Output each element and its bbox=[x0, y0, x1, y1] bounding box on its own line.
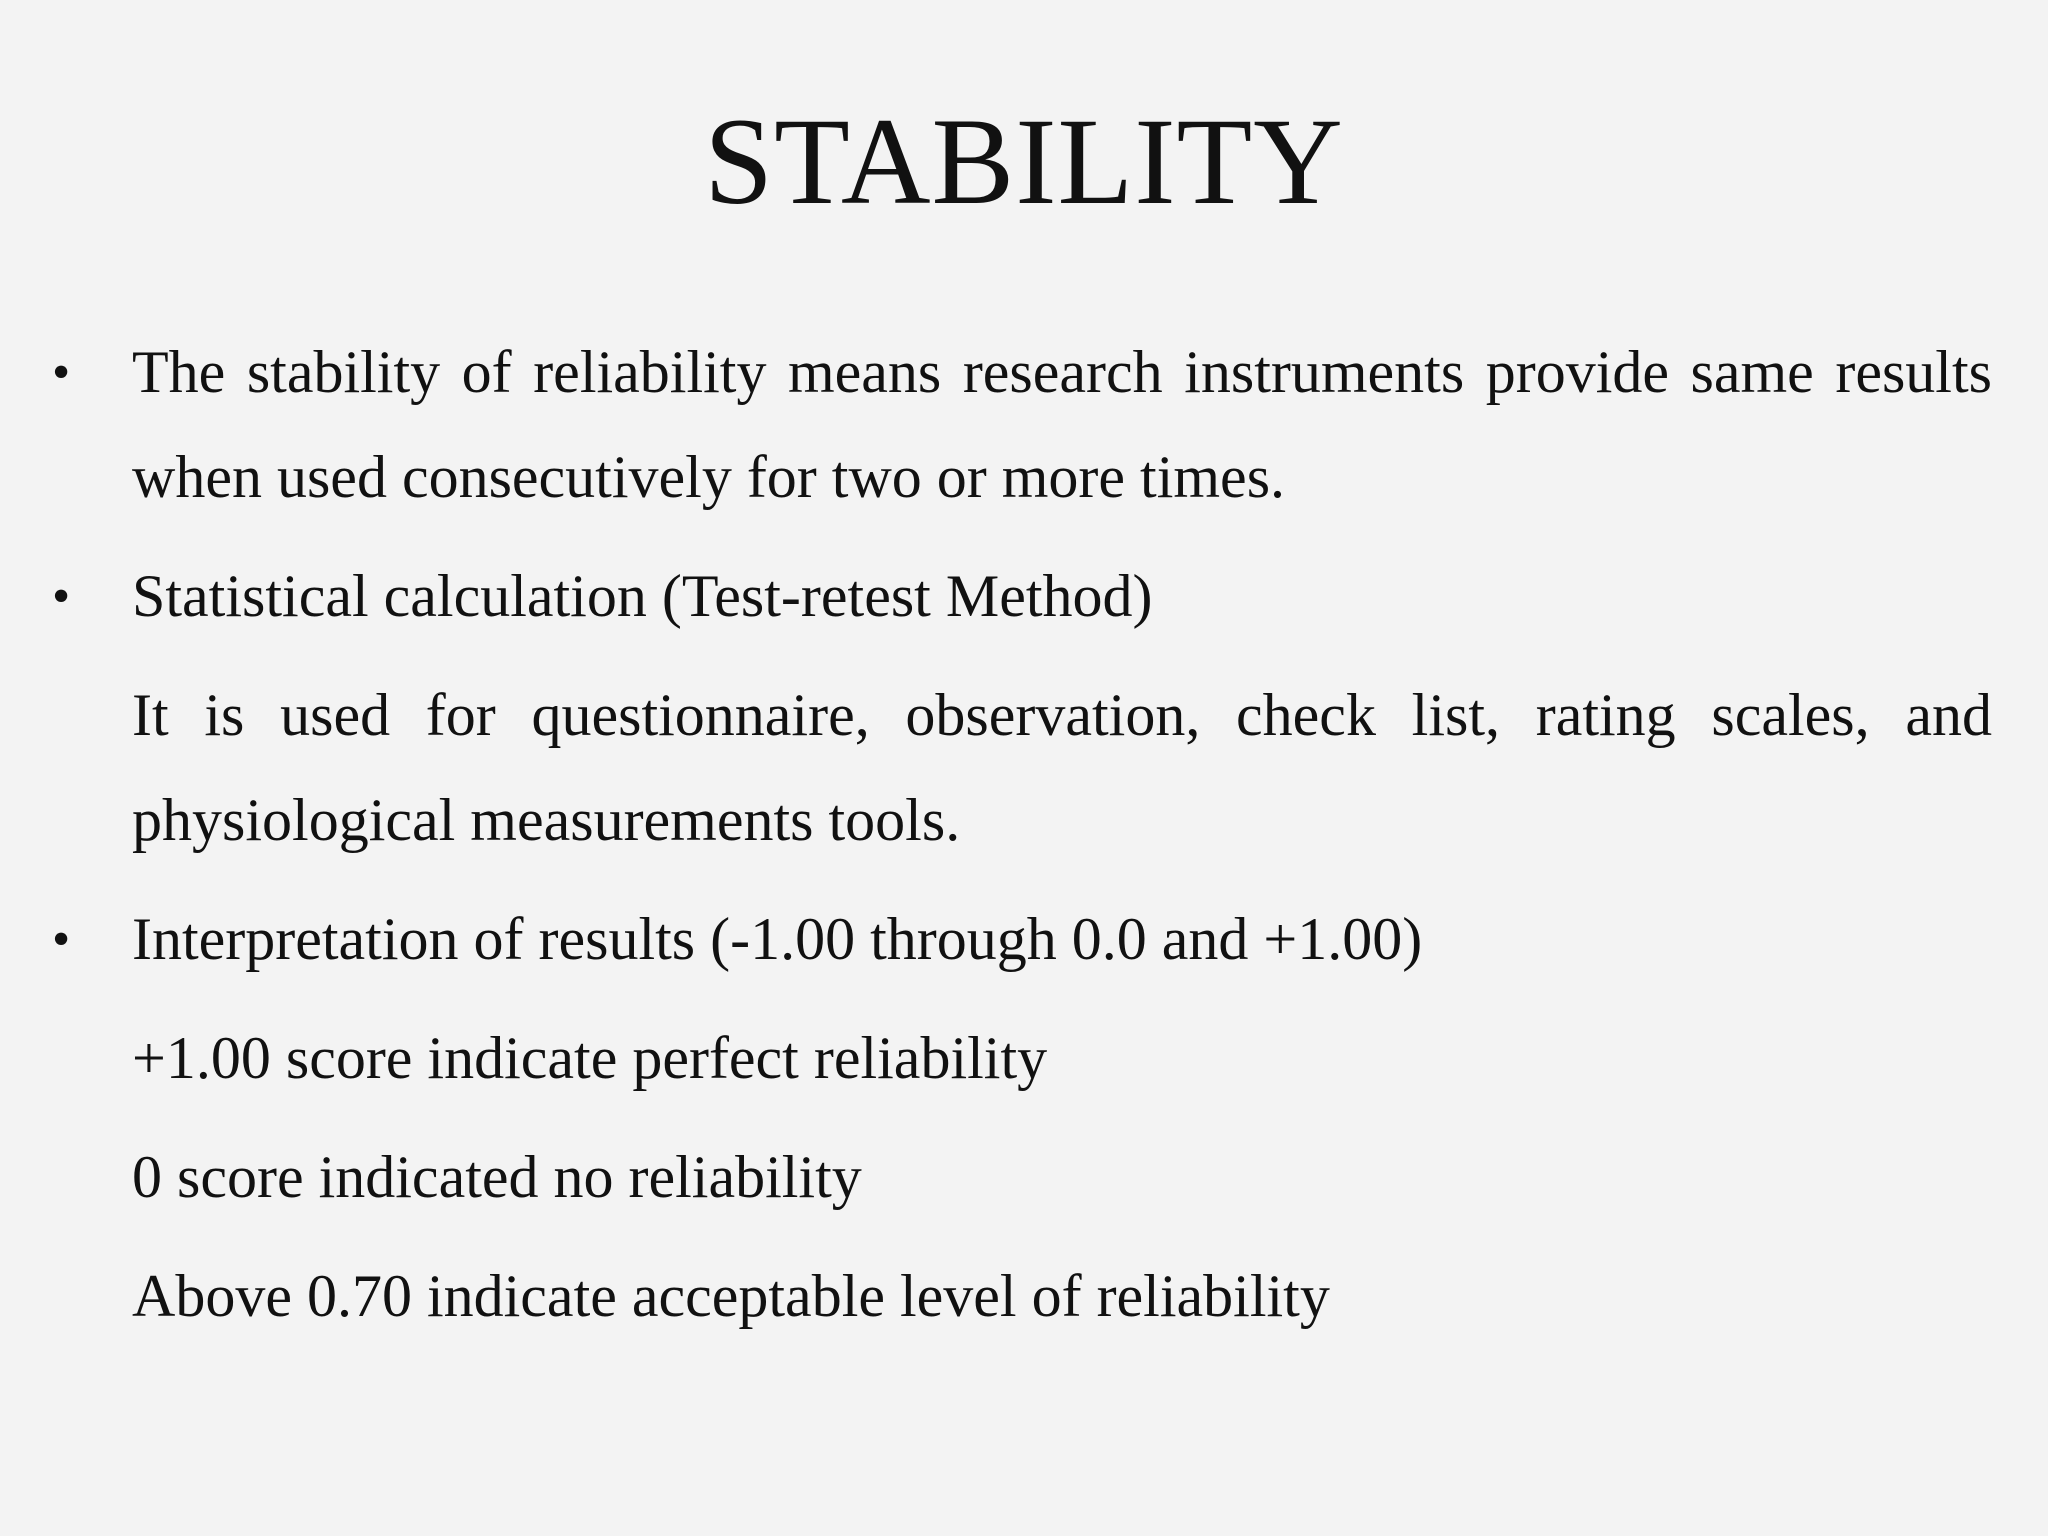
bullet-paragraph: • Statistical calculation (Test-retest Method) bbox=[132, 544, 1992, 649]
sub-paragraph: 0 score indicated no reliability bbox=[132, 1144, 862, 1210]
slide-title: STABILITY bbox=[704, 93, 1344, 230]
sub-paragraph: +1.00 score indicate perfect reliability bbox=[132, 1025, 1048, 1091]
sub-paragraph: Above 0.70 indicate acceptable level of reliability bbox=[132, 1263, 1330, 1329]
slide-body bbox=[132, 320, 1992, 1349]
bullet-paragraph: • The stability of reliability means research instruments provide same results when used consecutively for two or more times. bbox=[132, 320, 1992, 530]
sub-paragraph: It is used for questionnaire, observation, check list, rating scales, and physiological measurements tools. bbox=[132, 682, 1992, 853]
bullet-paragraph: • Interpretation of results (-1.00 through 0.0 and +1.00) bbox=[132, 887, 1992, 992]
